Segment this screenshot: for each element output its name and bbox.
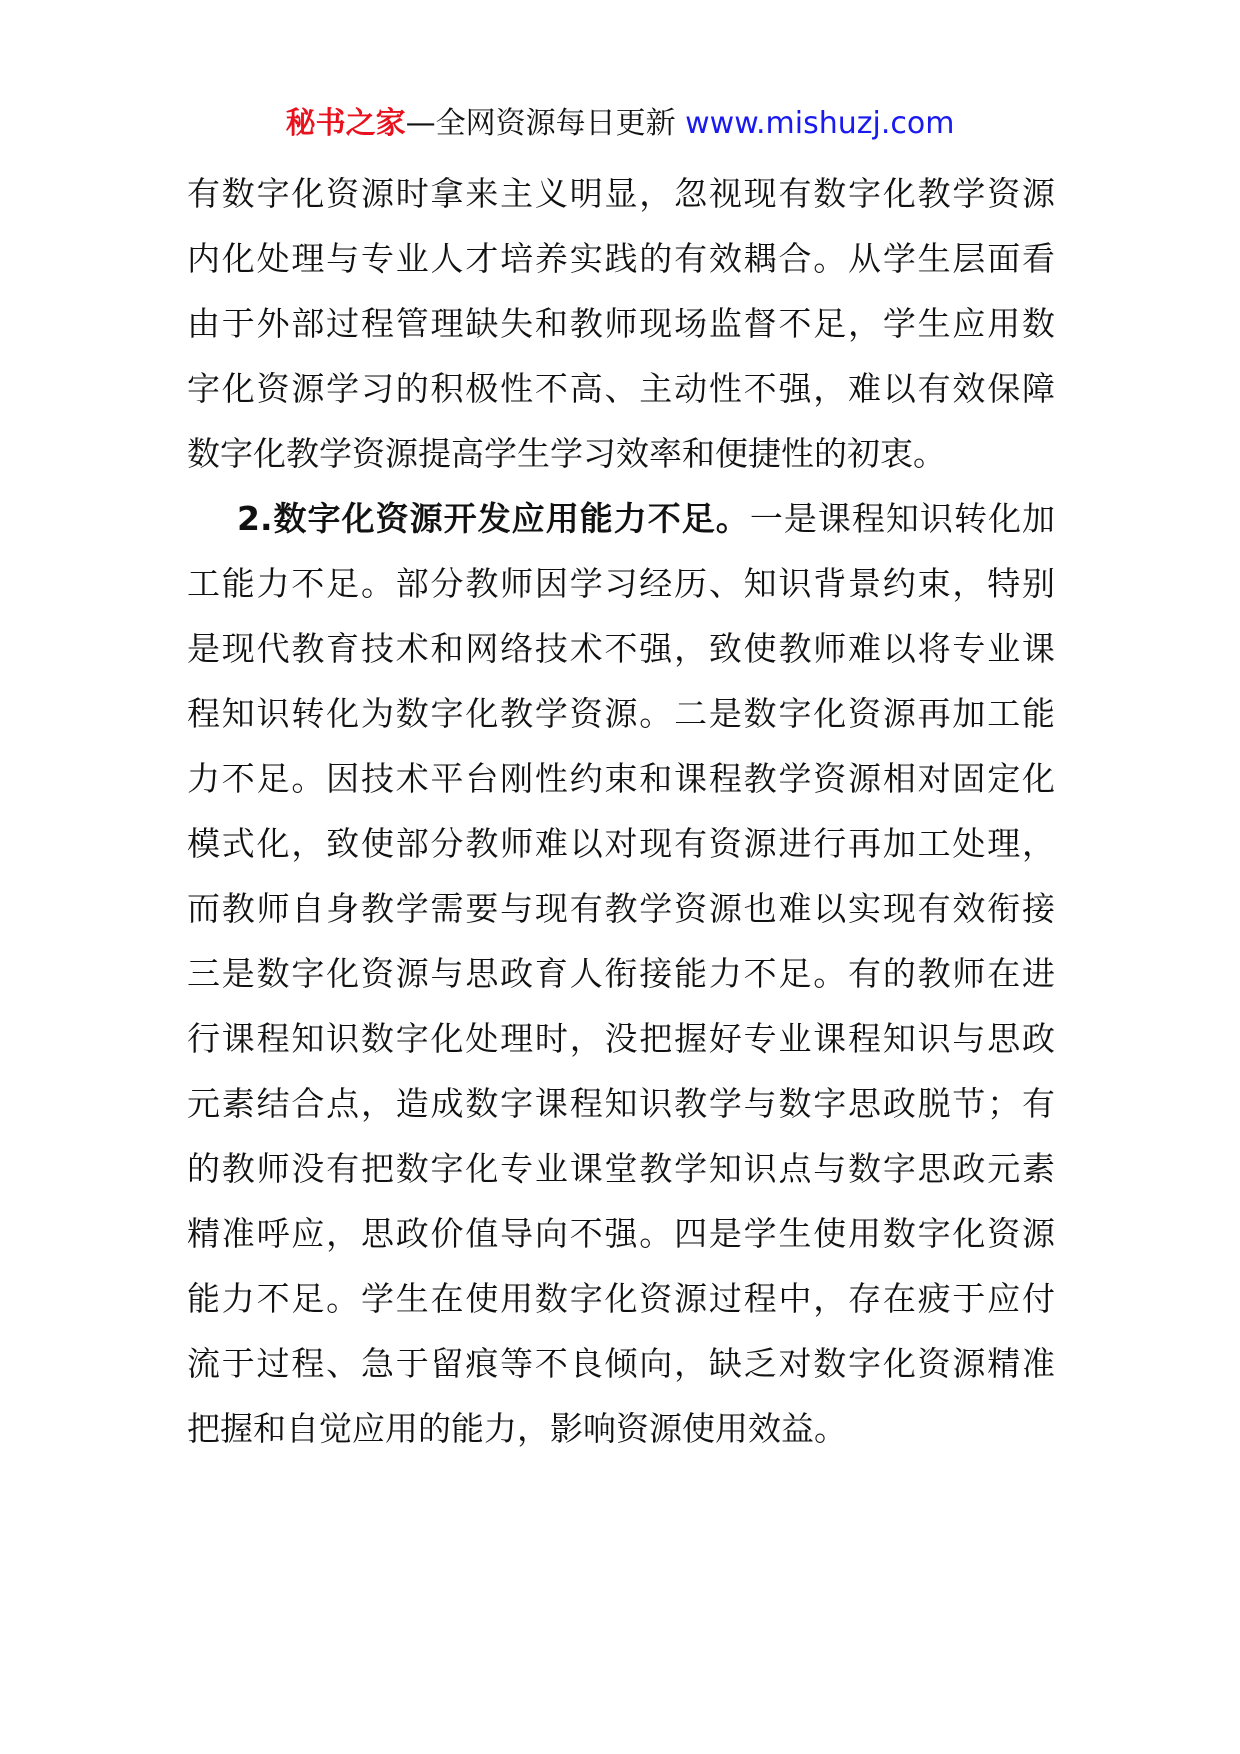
header-tagline: —全网资源每日更新 (405, 106, 686, 141)
text-line: 力不足。因技术平台刚性约束和课程教学资源相对固定化 (187, 759, 1055, 798)
text-line (187, 486, 1055, 551)
text-run: 一是课程知识转化加 (749, 499, 1056, 538)
text-line: 字化资源学习的积极性不高、主动性不强，难以有效保障 (187, 369, 1055, 408)
text-line: 数字化教学资源提高学生学习效率和便捷性的初衷。 (187, 434, 946, 473)
text-line: 是现代教育技术和网络技术不强，致使教师难以将专业课 (187, 629, 1055, 668)
text-line: 的教师没有把数字化专业课堂教学知识点与数字思政元素 (187, 1149, 1055, 1188)
section-heading: 2.数字化资源开发应用能力不足。 (237, 499, 750, 538)
site-url[interactable]: www.mishuzj.com (685, 106, 955, 141)
text-line: 流于过程、急于留痕等不良倾向，缺乏对数字化资源精准 (187, 1344, 1055, 1383)
text-line: 把握和自觉应用的能力，影响资源使用效益。 (187, 1409, 847, 1448)
text-line: 程知识转化为数字化教学资源。二是数字化资源再加工能 (187, 694, 1055, 733)
text-line: 内化处理与专业人才培养实践的有效耦合。从学生层面看 (187, 239, 1055, 278)
text-line: 行课程知识数字化处理时，没把握好专业课程知识与思政 (187, 1019, 1055, 1058)
document-body (187, 161, 1055, 1461)
brand-name: 秘书之家 (285, 106, 406, 141)
text-line: 有数字化资源时拿来主义明显，忽视现有数字化教学资源 (187, 174, 1055, 213)
text-line: 元素结合点，造成数字课程知识教学与数字思政脱节；有 (187, 1084, 1055, 1123)
site-header (0, 102, 1240, 146)
text-line: 能力不足。学生在使用数字化资源过程中，存在疲于应付 (187, 1279, 1055, 1318)
paragraph-2 (187, 486, 1055, 1461)
text-line: 而教师自身教学需要与现有教学资源也难以实现有效衔接 (187, 889, 1055, 928)
text-line: 模式化，致使部分教师难以对现有资源进行再加工处理， (187, 824, 1055, 863)
paragraph-1 (187, 161, 1055, 486)
text-line: 三是数字化资源与思政育人衔接能力不足。有的教师在进 (187, 954, 1055, 993)
text-line: 精准呼应，思政价值导向不强。四是学生使用数字化资源 (187, 1214, 1055, 1253)
text-line: 由于外部过程管理缺失和教师现场监督不足，学生应用数 (187, 304, 1055, 343)
text-line: 工能力不足。部分教师因学习经历、知识背景约束，特别 (187, 564, 1055, 603)
